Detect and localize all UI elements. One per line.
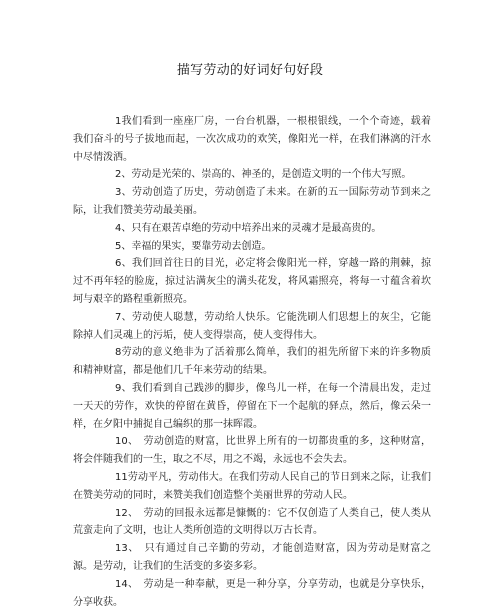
document-body <box>73 113 431 611</box>
paragraph: 1我们看到一座座厂房，一台台机器，一根根银线，一个个奇迹，载着我们奋斗的号子拔地而起，一次次成功的欢笑，像阳光一样，在我们淋漓的汗水中尽情泼洒。 <box>73 116 431 163</box>
paragraph: 7、劳动使人聪慧，劳动给人快乐。它能洗刷人们思想上的灰尘，它能除掉人们灵魂上的污垢，使人变得崇高，使人变得伟大。 <box>73 311 431 341</box>
paragraph: 12、 劳动的回报永远都是慷慨的：它不仅创造了人类自己，使人类从荒蛮走向了文明，也让人类所创造的文明得以万古长青。 <box>73 507 431 537</box>
paragraph: 9、我们看到自己践涉的脚步，像鸟儿一样，在每一个清晨出发，走过一天天的劳作，欢快的停留在黄昏，停留在下一个起航的驿点，然后，像云朵一样，在夕阳中捕捉自己编织的那一抹晖霞。 <box>73 382 431 430</box>
paragraph: 4、只有在艰苦卓绝的劳动中培养出来的灵魂才是最高贵的。 <box>115 222 382 234</box>
paragraph: 6、我们回首往日的目光，必定将会像阳光一样，穿越一路的荆棘，掠过不再年轻的脸庞，掠过沾满灰尘的满头花发，将风霜照亮，将每一寸蕴含着坎坷与艰辛的路程重新照亮。 <box>73 258 431 305</box>
paragraph: 5、幸福的果实，要靠劳动去创造。 <box>115 240 272 252</box>
paragraph: 10、 劳动创造的财富，比世界上所有的一切都贵重的多，这种财富，将会伴随我们的一生，取之不尽，用之不竭，永远也不会失去。 <box>73 436 431 466</box>
paragraph: 11劳动平凡，劳动伟大。在我们劳动人民自己的节日到来之际，让我们在赞美劳动的同时，来赞美我们创造整个美丽世界的劳动人民。 <box>73 471 431 501</box>
paragraph: 13、 只有通过自己辛勤的劳动，才能创造财富，因为劳动是财富之源。是劳动，让我们的生活变的多姿多彩。 <box>73 543 431 572</box>
document-title: 描写劳动的好词好句好段 <box>176 63 324 78</box>
paragraph: 3、劳动创造了历史，劳动创造了未来。在新的五一国际劳动节到来之际，让我们赞美劳动最美丽。 <box>73 187 431 216</box>
paragraph: 2、劳动是光荣的、崇高的、神圣的，是创造文明的一个伟大写照。 <box>115 169 412 181</box>
paragraph: 14、 劳动是一种奉献，更是一种分享，分享劳动，也就是分享快乐，分享收获。 <box>73 578 431 608</box>
paragraph: 8劳动的意义绝非为了活着那么简单，我们的祖先所留下来的许多物质和精神财富，都是他们几千年来劳动的结果。 <box>73 347 431 377</box>
